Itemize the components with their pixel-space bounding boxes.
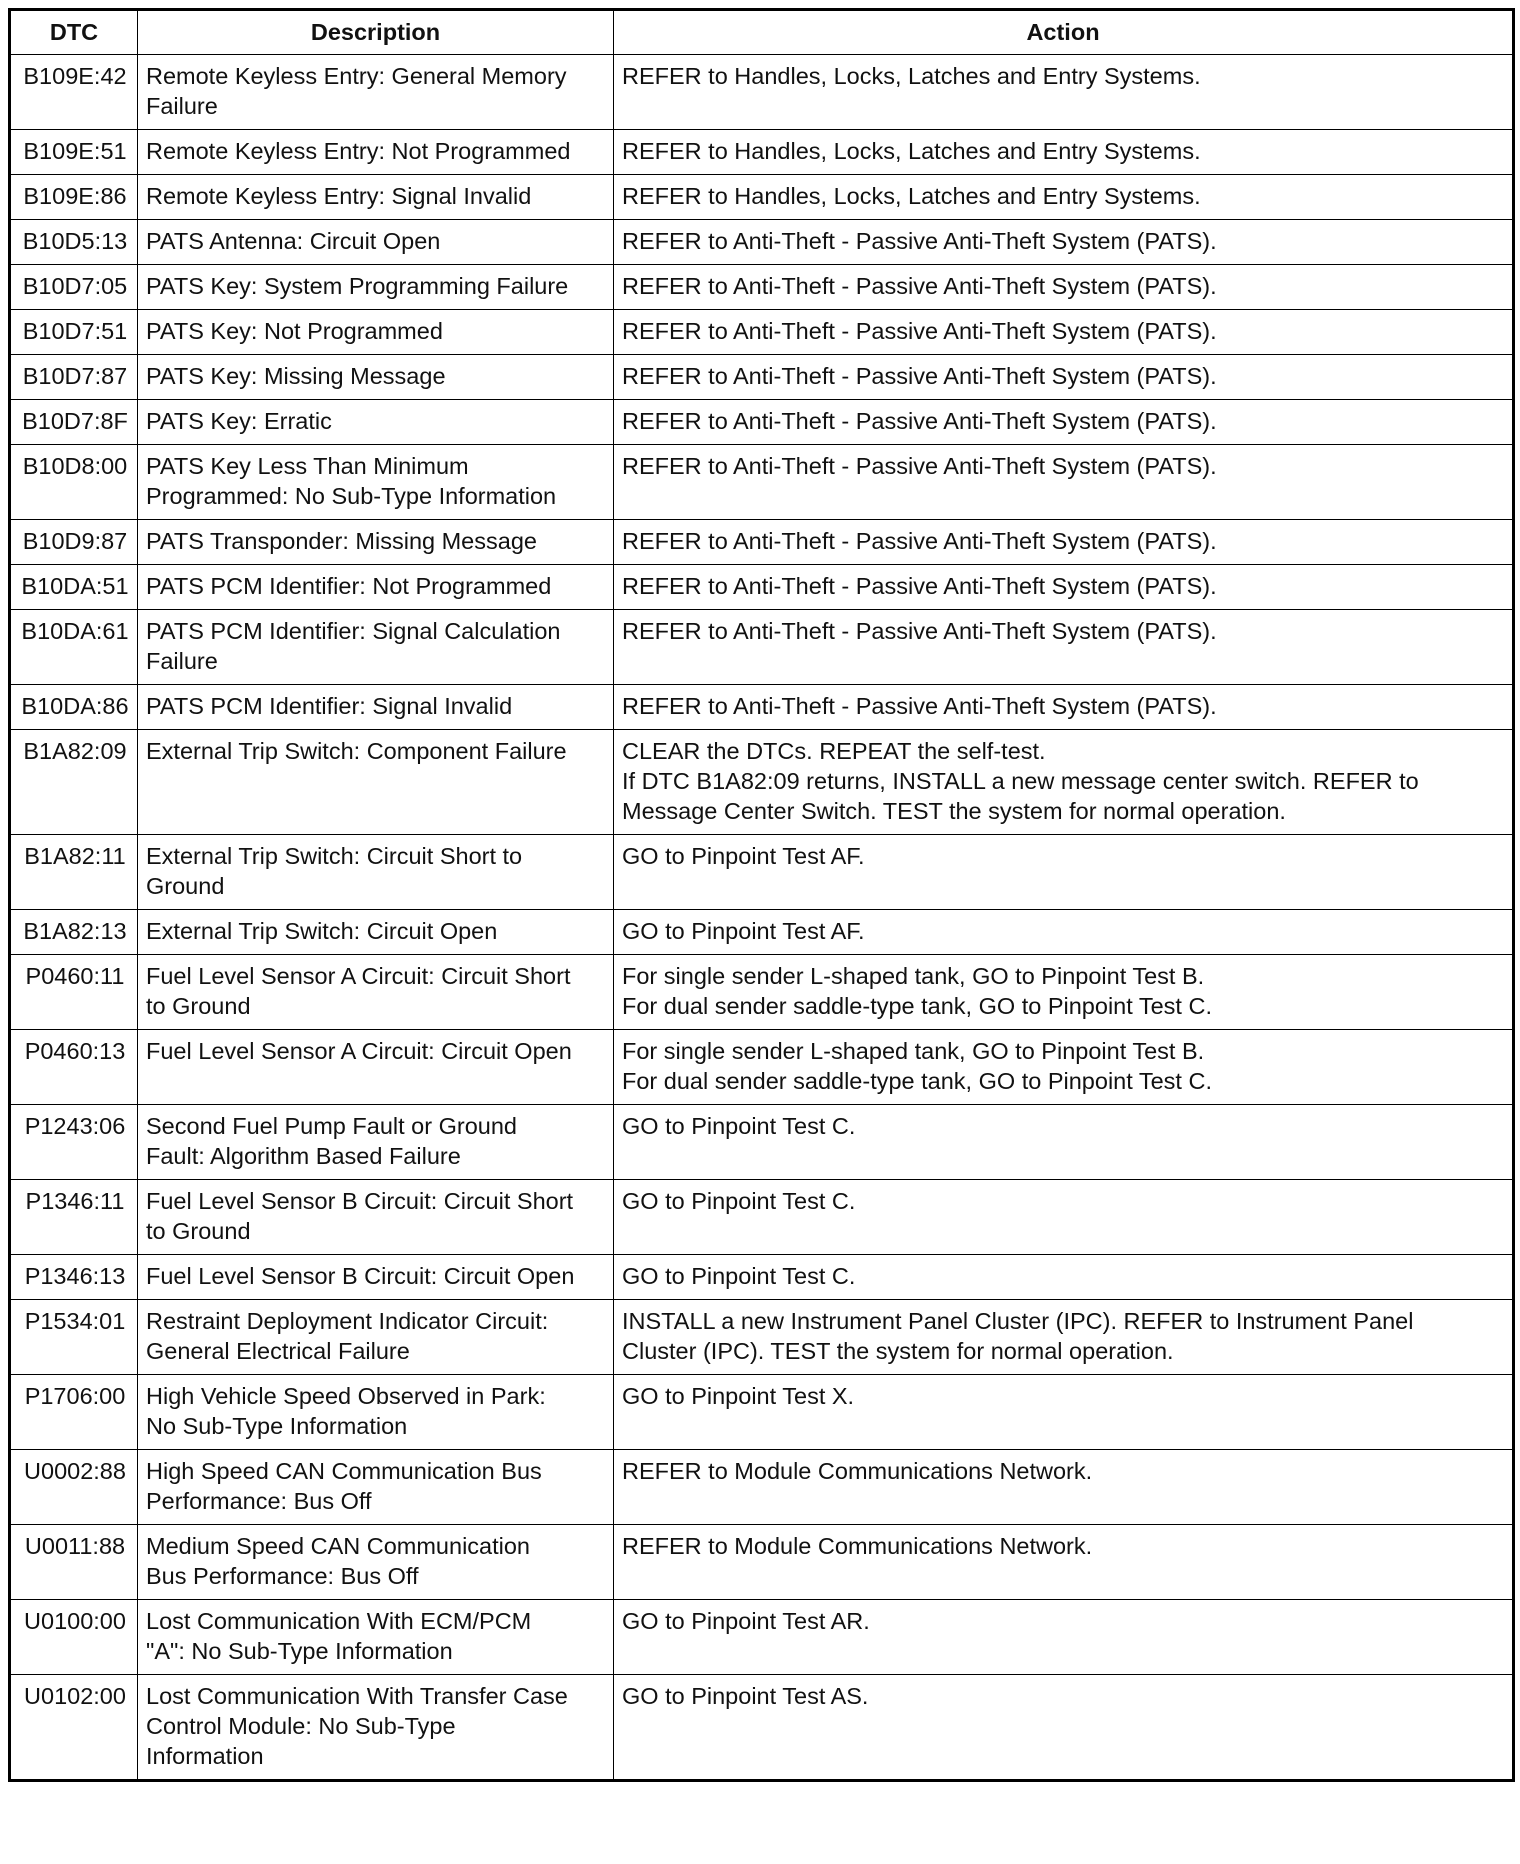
action-cell: REFER to Handles, Locks, Latches and Entry Systems. (614, 130, 1514, 175)
action-cell: REFER to Anti-Theft - Passive Anti-Theft System (PATS). (614, 610, 1514, 685)
action-cell: GO to Pinpoint Test C. (614, 1255, 1514, 1300)
description-cell: External Trip Switch: Circuit Open (138, 910, 614, 955)
dtc-code-cell: B109E:51 (10, 130, 138, 175)
description-cell: High Vehicle Speed Observed in Park: No Sub-Type Information (138, 1375, 614, 1450)
table-row (10, 730, 1514, 835)
description-cell: PATS Transponder: Missing Message (138, 520, 614, 565)
action-cell: REFER to Anti-Theft - Passive Anti-Theft System (PATS). (614, 400, 1514, 445)
action-cell: REFER to Module Communications Network. (614, 1450, 1514, 1525)
table-row (10, 175, 1514, 220)
table-row (10, 130, 1514, 175)
description-cell: External Trip Switch: Circuit Short to Ground (138, 835, 614, 910)
action-cell: REFER to Anti-Theft - Passive Anti-Theft System (PATS). (614, 520, 1514, 565)
description-cell: PATS Key Less Than Minimum Programmed: No Sub-Type Information (138, 445, 614, 520)
description-cell: Restraint Deployment Indicator Circuit: General Electrical Failure (138, 1300, 614, 1375)
description-cell: Fuel Level Sensor B Circuit: Circuit Short to Ground (138, 1180, 614, 1255)
dtc-code-cell: P1706:00 (10, 1375, 138, 1450)
description-cell: PATS PCM Identifier: Signal Calculation Failure (138, 610, 614, 685)
dtc-code-cell: B1A82:11 (10, 835, 138, 910)
action-cell: REFER to Anti-Theft - Passive Anti-Theft System (PATS). (614, 220, 1514, 265)
dtc-code-cell: B1A82:09 (10, 730, 138, 835)
description-cell: Remote Keyless Entry: Signal Invalid (138, 175, 614, 220)
description-cell: Remote Keyless Entry: Not Programmed (138, 130, 614, 175)
header-dtc: DTC (10, 10, 138, 55)
table-row (10, 955, 1514, 1030)
dtc-table (8, 8, 1515, 1782)
description-cell: Fuel Level Sensor A Circuit: Circuit Short to Ground (138, 955, 614, 1030)
dtc-code-cell: B10D7:05 (10, 265, 138, 310)
description-cell: PATS Key: Missing Message (138, 355, 614, 400)
dtc-code-cell: B10D7:87 (10, 355, 138, 400)
table-row (10, 1300, 1514, 1375)
action-cell: GO to Pinpoint Test AS. (614, 1675, 1514, 1781)
description-cell: Lost Communication With Transfer Case Control Module: No Sub-Type Information (138, 1675, 614, 1781)
dtc-code-cell: B109E:86 (10, 175, 138, 220)
action-cell: REFER to Anti-Theft - Passive Anti-Theft System (PATS). (614, 685, 1514, 730)
table-row (10, 1675, 1514, 1781)
description-cell: Remote Keyless Entry: General Memory Failure (138, 55, 614, 130)
table-row (10, 610, 1514, 685)
description-cell: Second Fuel Pump Fault or Ground Fault: Algorithm Based Failure (138, 1105, 614, 1180)
table-row (10, 220, 1514, 265)
description-cell: PATS PCM Identifier: Not Programmed (138, 565, 614, 610)
action-cell: REFER to Module Communications Network. (614, 1525, 1514, 1600)
dtc-code-cell: U0002:88 (10, 1450, 138, 1525)
table-row (10, 565, 1514, 610)
table-row (10, 1180, 1514, 1255)
description-cell: Fuel Level Sensor B Circuit: Circuit Open (138, 1255, 614, 1300)
header-description: Description (138, 10, 614, 55)
table-row (10, 265, 1514, 310)
description-cell: PATS PCM Identifier: Signal Invalid (138, 685, 614, 730)
action-cell: GO to Pinpoint Test X. (614, 1375, 1514, 1450)
table-row (10, 310, 1514, 355)
action-cell: For single sender L-shaped tank, GO to Pinpoint Test B. For dual sender saddle-type tank, GO to Pinpoint Test C. (614, 1030, 1514, 1105)
table-row (10, 1600, 1514, 1675)
dtc-code-cell: B10D5:13 (10, 220, 138, 265)
table-row (10, 1450, 1514, 1525)
header-action: Action (614, 10, 1514, 55)
action-cell: INSTALL a new Instrument Panel Cluster (IPC). REFER to Instrument Panel Cluster (IPC). TEST the system for normal operation. (614, 1300, 1514, 1375)
action-cell: REFER to Handles, Locks, Latches and Entry Systems. (614, 175, 1514, 220)
table-row (10, 355, 1514, 400)
table-row (10, 520, 1514, 565)
dtc-code-cell: B10DA:51 (10, 565, 138, 610)
dtc-code-cell: B10D7:51 (10, 310, 138, 355)
description-cell: External Trip Switch: Component Failure (138, 730, 614, 835)
table-row (10, 1375, 1514, 1450)
dtc-code-cell: B10DA:86 (10, 685, 138, 730)
table-row (10, 1105, 1514, 1180)
dtc-code-cell: P0460:11 (10, 955, 138, 1030)
table-row (10, 1255, 1514, 1300)
dtc-code-cell: P0460:13 (10, 1030, 138, 1105)
description-cell: PATS Key: Erratic (138, 400, 614, 445)
dtc-code-cell: B109E:42 (10, 55, 138, 130)
action-cell: GO to Pinpoint Test AR. (614, 1600, 1514, 1675)
table-row (10, 910, 1514, 955)
dtc-code-cell: U0011:88 (10, 1525, 138, 1600)
table-row (10, 400, 1514, 445)
dtc-code-cell: P1243:06 (10, 1105, 138, 1180)
description-cell: Medium Speed CAN Communication Bus Performance: Bus Off (138, 1525, 614, 1600)
dtc-code-cell: U0102:00 (10, 1675, 138, 1781)
table-row (10, 835, 1514, 910)
action-cell: GO to Pinpoint Test C. (614, 1180, 1514, 1255)
action-cell: CLEAR the DTCs. REPEAT the self-test. If DTC B1A82:09 returns, INSTALL a new message center switch. REFER to Message Center Switch. TEST the system for normal operation. (614, 730, 1514, 835)
action-cell: REFER to Handles, Locks, Latches and Entry Systems. (614, 55, 1514, 130)
action-cell: REFER to Anti-Theft - Passive Anti-Theft System (PATS). (614, 445, 1514, 520)
description-cell: Lost Communication With ECM/PCM "A": No Sub-Type Information (138, 1600, 614, 1675)
dtc-code-cell: B10D7:8F (10, 400, 138, 445)
description-cell: PATS Key: System Programming Failure (138, 265, 614, 310)
action-cell: REFER to Anti-Theft - Passive Anti-Theft System (PATS). (614, 265, 1514, 310)
description-cell: PATS Antenna: Circuit Open (138, 220, 614, 265)
dtc-code-cell: P1346:11 (10, 1180, 138, 1255)
dtc-code-cell: P1346:13 (10, 1255, 138, 1300)
action-cell: GO to Pinpoint Test AF. (614, 835, 1514, 910)
dtc-code-cell: U0100:00 (10, 1600, 138, 1675)
table-header-row (10, 10, 1514, 55)
description-cell: Fuel Level Sensor A Circuit: Circuit Open (138, 1030, 614, 1105)
dtc-code-cell: P1534:01 (10, 1300, 138, 1375)
action-cell: For single sender L-shaped tank, GO to Pinpoint Test B. For dual sender saddle-type tank, GO to Pinpoint Test C. (614, 955, 1514, 1030)
table-row (10, 1030, 1514, 1105)
action-cell: REFER to Anti-Theft - Passive Anti-Theft System (PATS). (614, 310, 1514, 355)
description-cell: PATS Key: Not Programmed (138, 310, 614, 355)
table-row (10, 445, 1514, 520)
table-row (10, 685, 1514, 730)
dtc-code-cell: B10D9:87 (10, 520, 138, 565)
action-cell: GO to Pinpoint Test AF. (614, 910, 1514, 955)
table-body (10, 55, 1514, 1781)
dtc-code-cell: B10DA:61 (10, 610, 138, 685)
dtc-code-cell: B1A82:13 (10, 910, 138, 955)
action-cell: REFER to Anti-Theft - Passive Anti-Theft System (PATS). (614, 565, 1514, 610)
table-row (10, 55, 1514, 130)
document-page (8, 8, 1512, 1782)
dtc-code-cell: B10D8:00 (10, 445, 138, 520)
action-cell: REFER to Anti-Theft - Passive Anti-Theft System (PATS). (614, 355, 1514, 400)
action-cell: GO to Pinpoint Test C. (614, 1105, 1514, 1180)
description-cell: High Speed CAN Communication Bus Performance: Bus Off (138, 1450, 614, 1525)
table-row (10, 1525, 1514, 1600)
